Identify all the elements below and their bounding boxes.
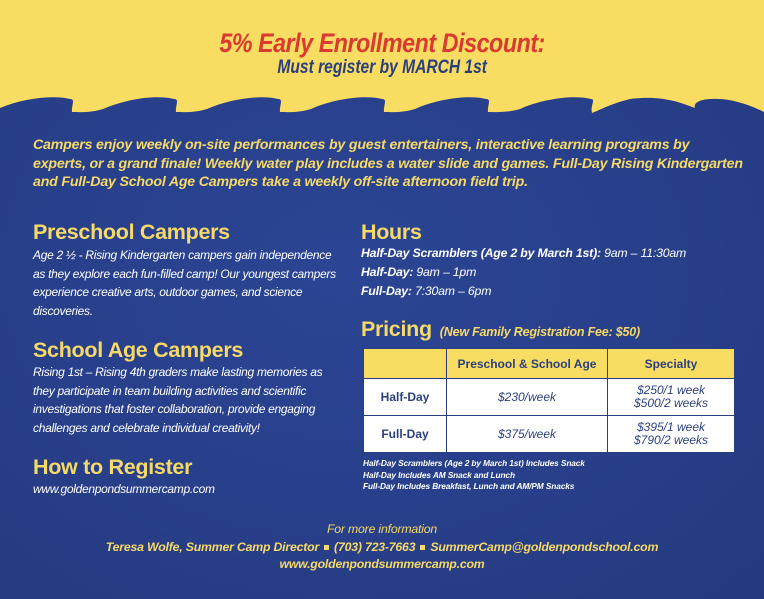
table-header-cell: Specialty — [608, 349, 735, 379]
registration-fee-note: (New Family Registration Fee: $50) — [439, 325, 640, 339]
specialty-price-1week: $250/1 week — [636, 383, 706, 397]
specialty-price-2weeks: $790/2 weeks — [633, 433, 709, 447]
footer-website[interactable]: www.goldenpondsummercamp.com — [279, 557, 485, 571]
row-label: Full-Day — [364, 416, 447, 453]
hours-label: Half-Day: — [361, 265, 414, 279]
hours-value: 7:30am – 6pm — [411, 284, 492, 298]
hours-label: Full-Day: — [361, 284, 412, 298]
contact-name: Teresa Wolfe, Summer Camp Director — [105, 540, 320, 554]
table-header-cell: Preschool & School Age — [447, 349, 608, 379]
register-title: How to Register — [33, 455, 193, 479]
school-age-text: Rising 1st – Rising 4th graders make lasting memories as they participate in team building activities and scientific investigations that foster collaboration, provide engaging challenges and celebrate individual creativity! — [33, 365, 323, 435]
hours-line-scramblers — [361, 246, 686, 260]
hours-line-full-day — [361, 284, 491, 298]
contact-phone[interactable]: (703) 723-7663 — [334, 540, 416, 554]
intro-paragraph: Campers enjoy weekly on-site performances by guest entertainers, interactive learning programs by experts, or a grand finale! Weekly water play includes a water slide and games. Full-Day Rising Kindergarten and Full-Day School Age Campers take a weekly off-site afternoon field trip. — [33, 137, 743, 190]
specialty-price — [608, 379, 735, 416]
specialty-price-2weeks: $500/2 weeks — [633, 396, 709, 410]
footer-contact-line — [0, 540, 764, 554]
meal-notes — [363, 458, 585, 493]
table-row — [364, 416, 735, 453]
table-row — [364, 379, 735, 416]
register-link[interactable]: www.goldenpondsummercamp.com — [33, 482, 215, 496]
specialty-price-1week: $395/1 week — [636, 420, 706, 434]
table-header-row — [364, 349, 735, 379]
hours-label: Half-Day Scramblers (Age 2 by March 1st): — [361, 246, 601, 260]
footer-info-label: For more information — [326, 522, 438, 536]
preschool-text: Age 2 ½ - Rising Kindergarten campers gain independence as they explore each fun-filled camp! Our youngest campers experience creative arts, outdoor games, and science discoveries. — [33, 248, 336, 318]
preschool-title: Preschool Campers — [33, 220, 230, 244]
standard-price: $230/week — [447, 379, 608, 416]
separator-icon — [420, 545, 425, 550]
discount-subtitle: Must register by MARCH 1st — [277, 57, 487, 78]
pricing-heading — [361, 317, 640, 342]
standard-price: $375/week — [447, 416, 608, 453]
school-age-title: School Age Campers — [33, 338, 244, 362]
specialty-price — [608, 416, 735, 453]
table-header-cell — [364, 349, 447, 379]
hours-title: Hours — [361, 220, 422, 244]
hours-value: 9am – 11:30am — [600, 246, 687, 260]
meal-note: Half-Day Scramblers (Age 2 by March 1st) Includes Snack — [363, 458, 585, 468]
hours-line-half-day — [361, 265, 476, 279]
pricing-table — [363, 348, 735, 453]
meal-note: Half-Day Includes AM Snack and Lunch — [363, 469, 515, 480]
hours-value: 9am – 1pm — [413, 265, 477, 279]
contact-email[interactable]: SummerCamp@goldenpondschool.com — [430, 540, 659, 554]
pricing-title: Pricing — [361, 317, 432, 341]
separator-icon — [324, 545, 329, 550]
discount-title: 5% Early Enrollment Discount: — [219, 28, 545, 58]
header-banner — [0, 0, 764, 140]
meal-note: Full-Day Includes Breakfast, Lunch and AM/PM Snacks — [363, 481, 575, 491]
row-label: Half-Day — [364, 379, 447, 416]
